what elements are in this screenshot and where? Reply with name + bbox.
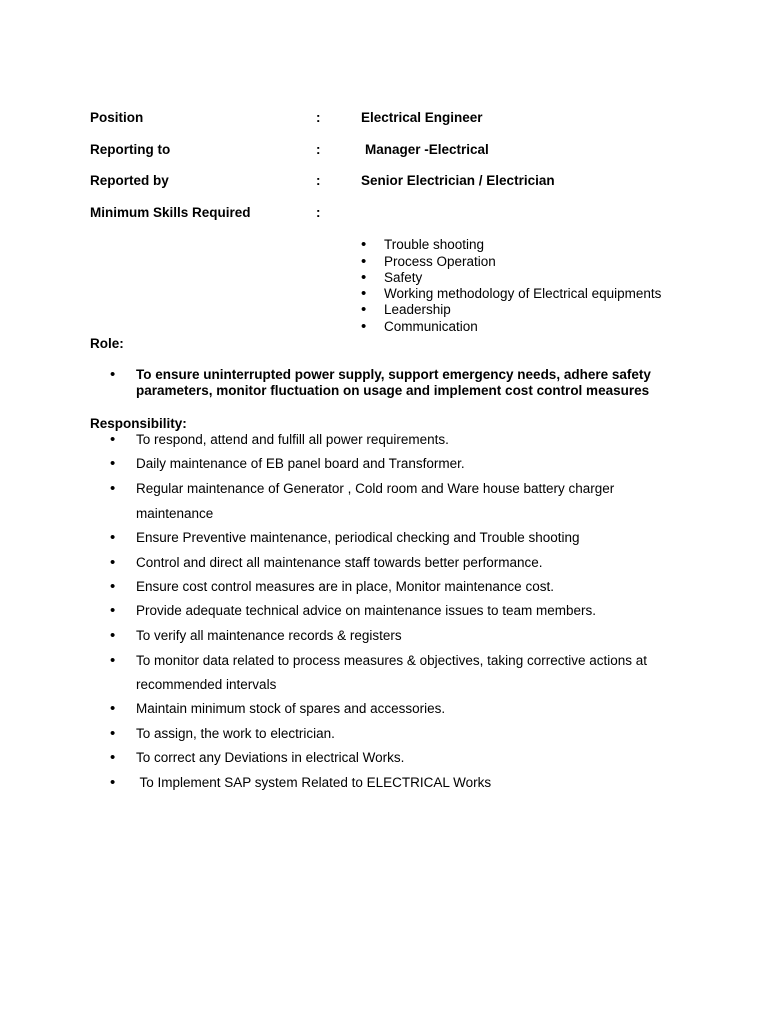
bullet-icon: • — [110, 652, 116, 669]
responsibility-text: To respond, attend and fulfill all power requirements. — [136, 432, 449, 447]
responsibility-text: recommended intervals — [136, 677, 277, 692]
responsibility-text: To Implement SAP system Related to ELECTRICAL Works — [136, 775, 492, 790]
field-label: Minimum Skills Required — [90, 205, 251, 220]
field-colon: : — [316, 110, 321, 125]
skill-text: Leadership — [384, 302, 451, 317]
field-value: Manager -Electrical — [365, 142, 489, 157]
skill-text: Safety — [384, 270, 423, 285]
field-label: Reporting to — [90, 142, 171, 157]
bullet-icon: • — [110, 480, 116, 497]
skill-text: Communication — [384, 319, 478, 334]
bullet-icon: • — [110, 725, 116, 742]
field-label: Reported by — [90, 173, 169, 188]
bullet-icon: • — [110, 749, 116, 766]
responsibility-text: Regular maintenance of Generator , Cold room and Ware house battery charger — [136, 481, 615, 496]
bullet-icon: • — [110, 431, 116, 448]
role-heading: Role: — [90, 336, 124, 351]
bullet-icon: • — [110, 602, 116, 619]
role-line: To ensure uninterrupted power supply, support emergency needs, adhere safety — [136, 367, 651, 382]
responsibility-text: To monitor data related to process measures & objectives, taking corrective actions at — [136, 653, 647, 668]
field-label: Position — [90, 110, 144, 125]
bullet-icon: • — [361, 318, 367, 335]
responsibility-text: Maintain minimum stock of spares and accessories. — [136, 701, 446, 716]
field-colon: : — [316, 142, 321, 157]
skill-text: Process Operation — [384, 254, 496, 269]
bullet-icon: • — [110, 529, 116, 546]
bullet-icon: • — [361, 236, 367, 253]
field-value: Electrical Engineer — [361, 110, 483, 125]
responsibility-text: To assign, the work to electrician. — [136, 726, 335, 741]
responsibility-text: Daily maintenance of EB panel board and Transformer. — [136, 456, 465, 471]
field-value: Senior Electrician / Electrician — [361, 173, 555, 188]
responsibility-text: Provide adequate technical advice on maintenance issues to team members. — [136, 603, 597, 618]
bullet-icon: • — [110, 455, 116, 472]
bullet-icon: • — [110, 700, 116, 717]
bullet-icon: • — [110, 627, 116, 644]
responsibility-text: To verify all maintenance records & registers — [136, 628, 402, 643]
role-line: parameters, monitor fluctuation on usage and implement cost control measures — [136, 383, 650, 398]
bullet-icon: • — [110, 578, 116, 595]
responsibility-text: Ensure Preventive maintenance, periodical checking and Trouble shooting — [136, 530, 580, 545]
bullet-icon: • — [361, 269, 367, 286]
bullet-icon: • — [110, 774, 116, 791]
responsibility-text: Control and direct all maintenance staff towards better performance. — [136, 555, 543, 570]
field-colon: : — [316, 205, 321, 220]
bullet-icon: • — [361, 301, 367, 318]
responsibility-heading: Responsibility: — [90, 416, 187, 431]
responsibility-text: To correct any Deviations in electrical Works. — [136, 750, 405, 765]
responsibility-text: maintenance — [136, 506, 214, 521]
skill-text: Working methodology of Electrical equipments — [384, 286, 662, 301]
skill-text: Trouble shooting — [384, 237, 485, 252]
bullet-icon: • — [361, 253, 367, 270]
field-colon: : — [316, 173, 321, 188]
responsibility-text: Ensure cost control measures are in place, Monitor maintenance cost. — [136, 579, 554, 594]
bullet-icon: • — [110, 366, 116, 383]
bullet-icon: • — [361, 285, 367, 302]
bullet-icon: • — [110, 554, 116, 571]
